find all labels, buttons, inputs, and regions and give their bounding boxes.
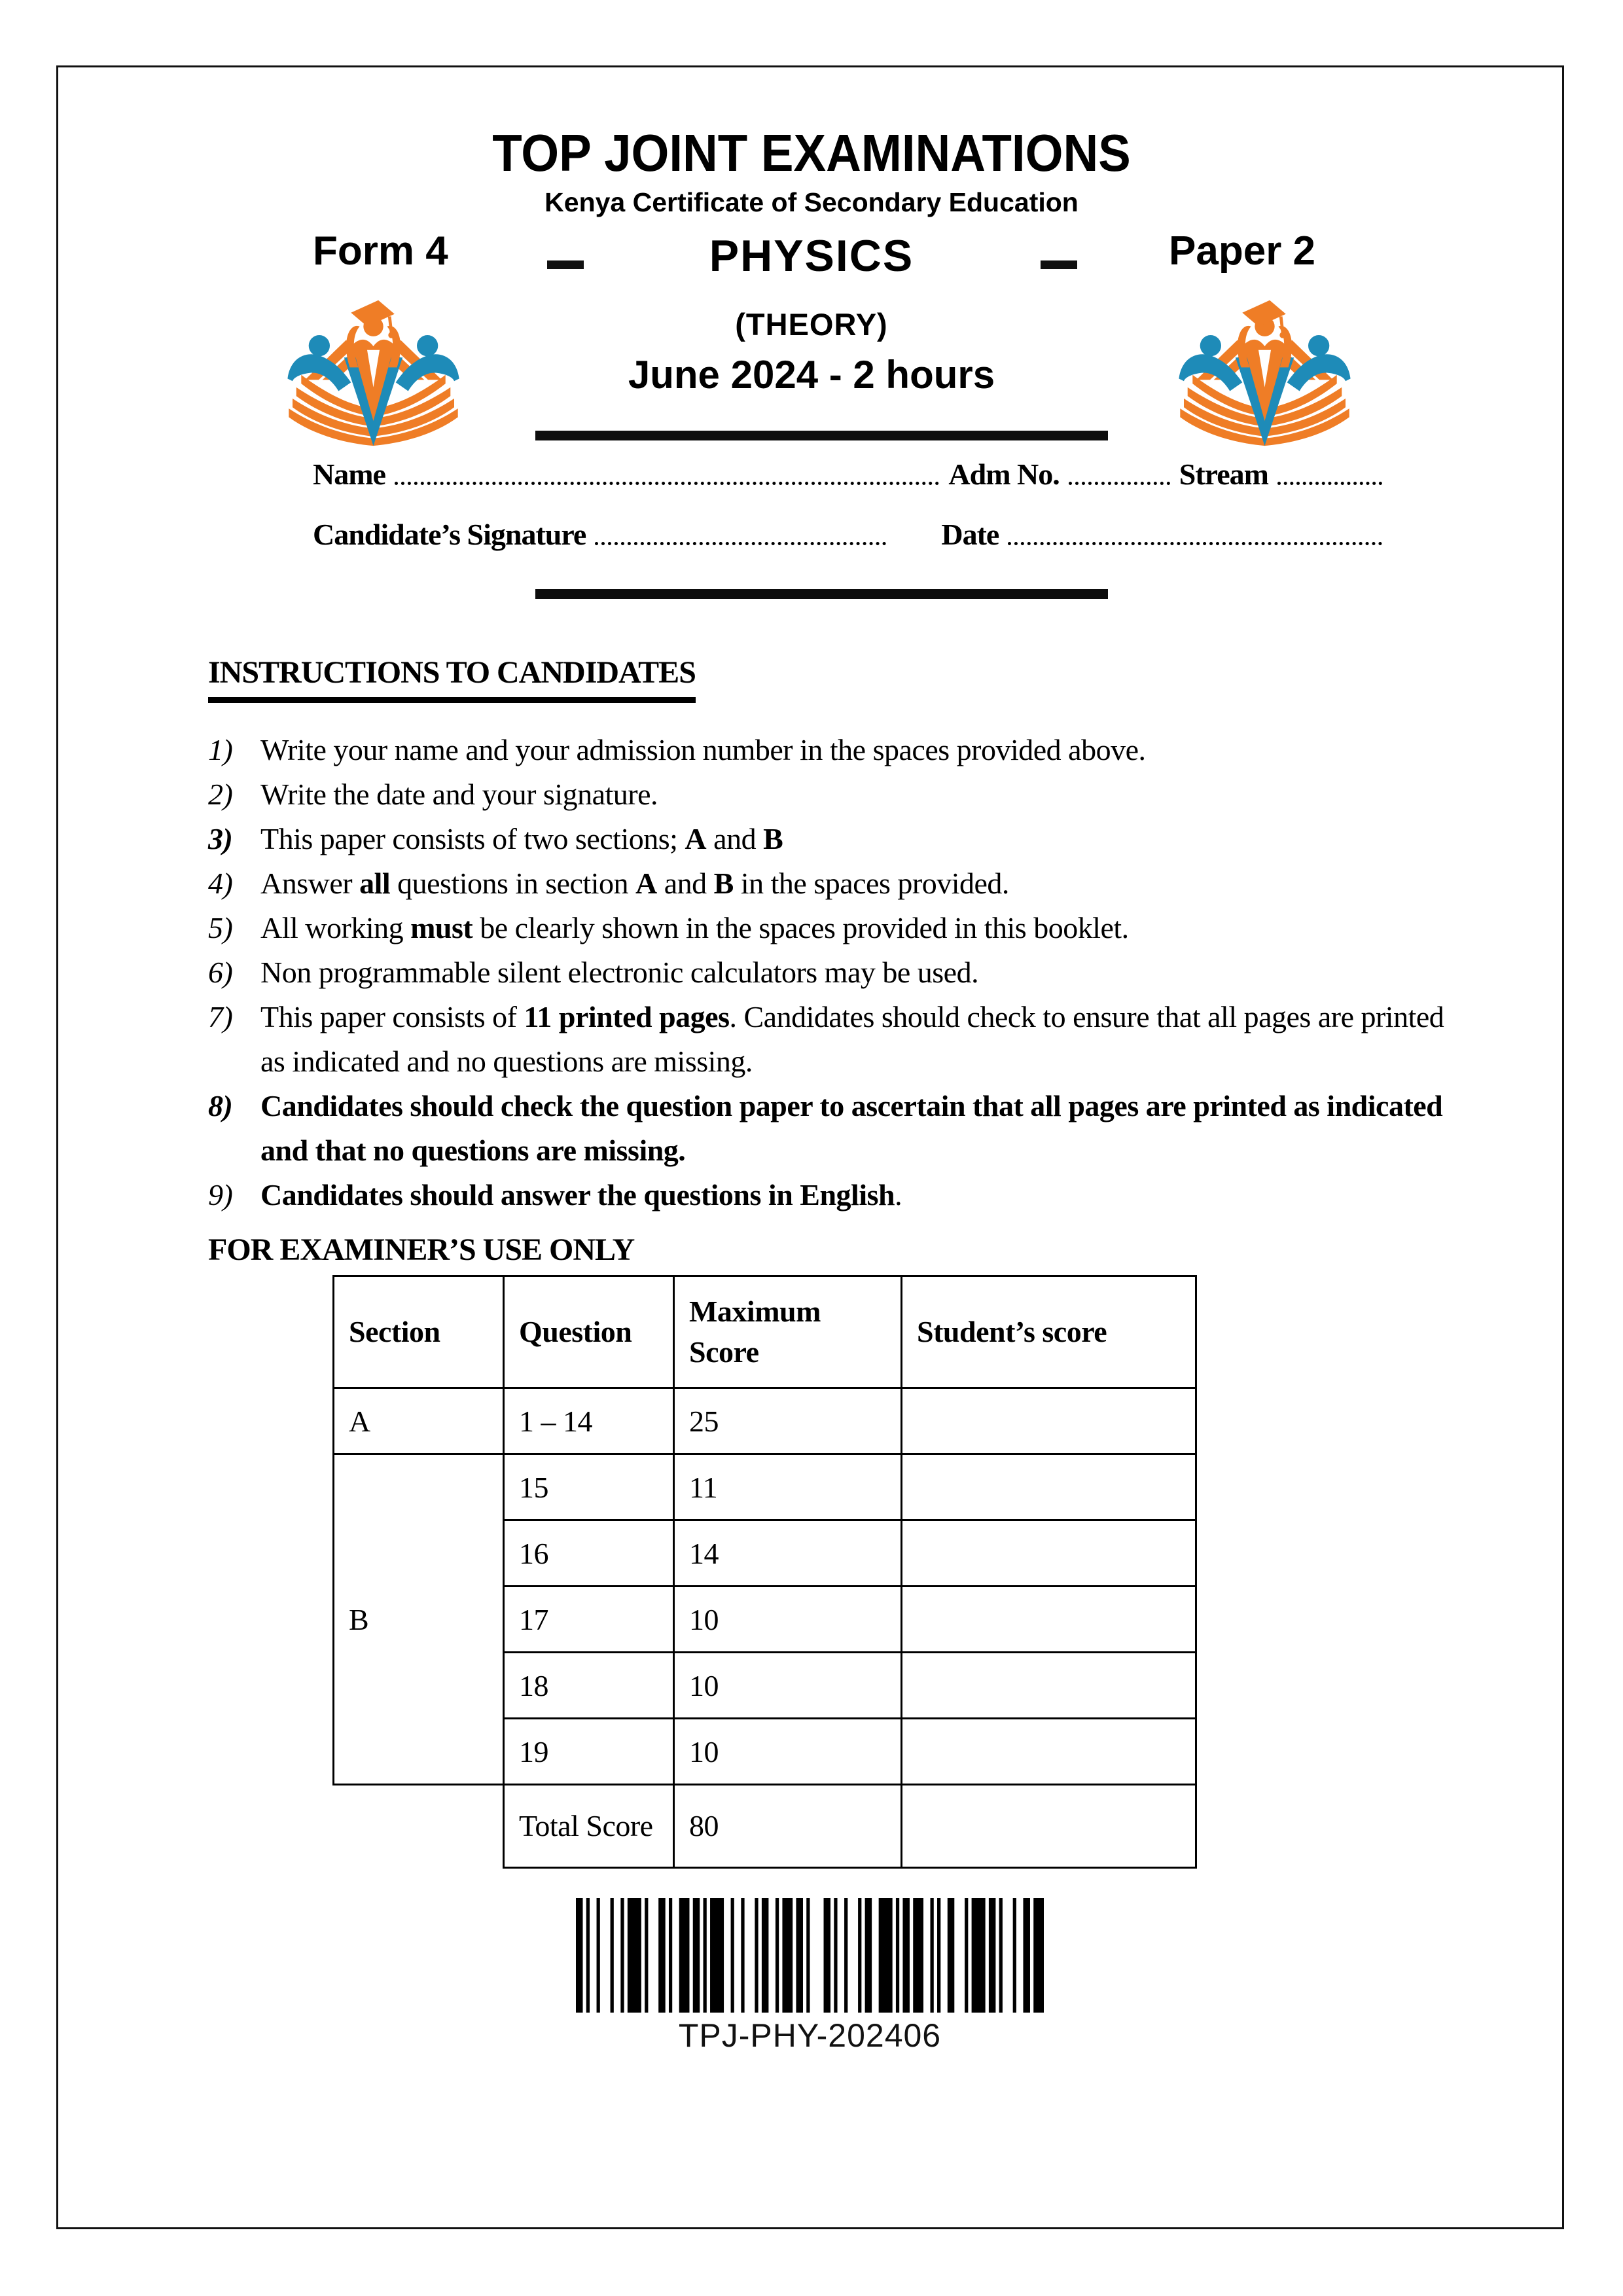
table-cell-section: B: [334, 1454, 504, 1785]
instruction-number: 4): [208, 867, 233, 900]
barcode-block: [576, 1898, 1044, 2054]
instruction-item: [208, 995, 1474, 1084]
instruction-number: 8): [208, 1089, 233, 1122]
table-cell-total-label: Total Score: [504, 1785, 674, 1867]
table-cell-max: 25: [674, 1388, 902, 1454]
table-cell-max: 11: [674, 1454, 902, 1520]
table-cell-question: 15: [504, 1454, 674, 1520]
instruction-item: [208, 728, 1474, 772]
examiner-heading: FOR EXAMINER’S USE ONLY: [208, 1232, 635, 1267]
page-subtitle: Kenya Certificate of Secondary Education: [544, 187, 1079, 217]
name-fill-line: [395, 475, 939, 485]
instruction-text: Candidates should check the question paper to ascertain that all pages are printed as indicated and that no questions are missing.: [260, 1089, 1443, 1167]
instruction-text: This paper consists of two sections; A and B: [260, 822, 783, 855]
instruction-text: Write the date and your signature.: [260, 778, 658, 811]
table-header-cell: Student’s score: [902, 1276, 1196, 1388]
date-label: Date: [941, 518, 999, 551]
instruction-number: 3): [208, 822, 233, 855]
table-cell-score: [902, 1587, 1196, 1653]
table-cell-max: 10: [674, 1719, 902, 1785]
table-row-total: [334, 1785, 1196, 1867]
instruction-text: This paper consists of 11 printed pages. Candidates should check to ensure that all pages are printed as indicated and no questions are missing.: [260, 1000, 1444, 1078]
instruction-text: Write your name and your admission number in the spaces provided above.: [260, 733, 1146, 766]
instruction-number: 6): [208, 956, 233, 989]
paper-number-label: Paper 2: [1169, 228, 1316, 274]
adm-no-label: Adm No.: [948, 457, 1060, 491]
instruction-number: 7): [208, 1000, 233, 1033]
table-row: [334, 1454, 1196, 1520]
table-cell-empty: [334, 1785, 504, 1867]
table-cell-max: 10: [674, 1653, 902, 1719]
table-cell-score: [902, 1653, 1196, 1719]
instructions-heading: INSTRUCTIONS TO CANDIDATES: [208, 655, 696, 703]
instruction-item: [208, 772, 1474, 817]
table-cell-question: 16: [504, 1520, 674, 1587]
school-logo-icon: [1171, 285, 1358, 459]
instruction-number: 5): [208, 911, 233, 944]
name-label: Name: [313, 457, 385, 491]
table-cell-question: 18: [504, 1653, 674, 1719]
table-cell-max: 10: [674, 1587, 902, 1653]
table-header-cell: Section: [334, 1276, 504, 1388]
signature-label: Candidate’s Signature: [313, 518, 586, 551]
barcode-icon: [576, 1898, 1044, 2013]
subject-title: PHYSICS: [709, 231, 914, 281]
session-duration: June 2024 - 2 hours: [628, 353, 995, 397]
instruction-text: All working must be clearly shown in the spaces provided in this booklet.: [260, 911, 1129, 944]
divider-bar: [535, 431, 1108, 440]
table-cell-max: 14: [674, 1520, 902, 1587]
theory-label: (THEORY): [735, 307, 888, 342]
form-level-label: Form 4: [313, 228, 448, 274]
divider-bar: [535, 589, 1108, 599]
instruction-text: Answer all questions in section A and B in the spaces provided.: [260, 867, 1009, 900]
table-header-cell: Question: [504, 1276, 674, 1388]
instruction-item: [208, 950, 1474, 995]
table-cell-total-max: 80: [674, 1785, 902, 1867]
page-title: TOP JOINT EXAMINATIONS: [492, 124, 1131, 182]
separator-dash: [1041, 260, 1077, 269]
instruction-number: 2): [208, 778, 233, 811]
instruction-text: Non programmable silent electronic calculators may be used.: [260, 956, 979, 989]
date-fill-line: [1008, 535, 1382, 545]
table-cell-score: [902, 1454, 1196, 1520]
signature-fill-line: [595, 535, 886, 545]
table-cell-score: [902, 1388, 1196, 1454]
examiner-table: [332, 1275, 1197, 1869]
table-cell-question: 17: [504, 1587, 674, 1653]
instruction-text: Candidates should answer the questions in English.: [260, 1178, 902, 1211]
instruction-item: [208, 1084, 1474, 1173]
instruction-item: [208, 1173, 1474, 1217]
instructions-list: [208, 728, 1474, 1217]
candidate-signature-row: [313, 517, 1391, 552]
instruction-item: [208, 817, 1474, 861]
instruction-number: 1): [208, 733, 233, 766]
table-header-row: [334, 1276, 1196, 1388]
table-row: [334, 1388, 1196, 1454]
table-header-cell: Maximum Score: [674, 1276, 902, 1388]
instruction-item: [208, 861, 1474, 906]
table-cell-question: 1 – 14: [504, 1388, 674, 1454]
stream-fill-line: [1277, 475, 1382, 485]
instruction-number: 9): [208, 1178, 233, 1211]
table-cell-total-score: [902, 1785, 1196, 1867]
stream-label: Stream: [1179, 457, 1268, 491]
adm-no-fill-line: [1069, 475, 1170, 485]
table-cell-score: [902, 1719, 1196, 1785]
table-cell-score: [902, 1520, 1196, 1587]
instruction-item: [208, 906, 1474, 950]
barcode-label: TPJ-PHY-202406: [678, 2017, 942, 2054]
table-cell-section: A: [334, 1388, 504, 1454]
table-cell-question: 19: [504, 1719, 674, 1785]
school-logo-icon: [280, 285, 467, 459]
candidate-name-row: [313, 457, 1391, 492]
